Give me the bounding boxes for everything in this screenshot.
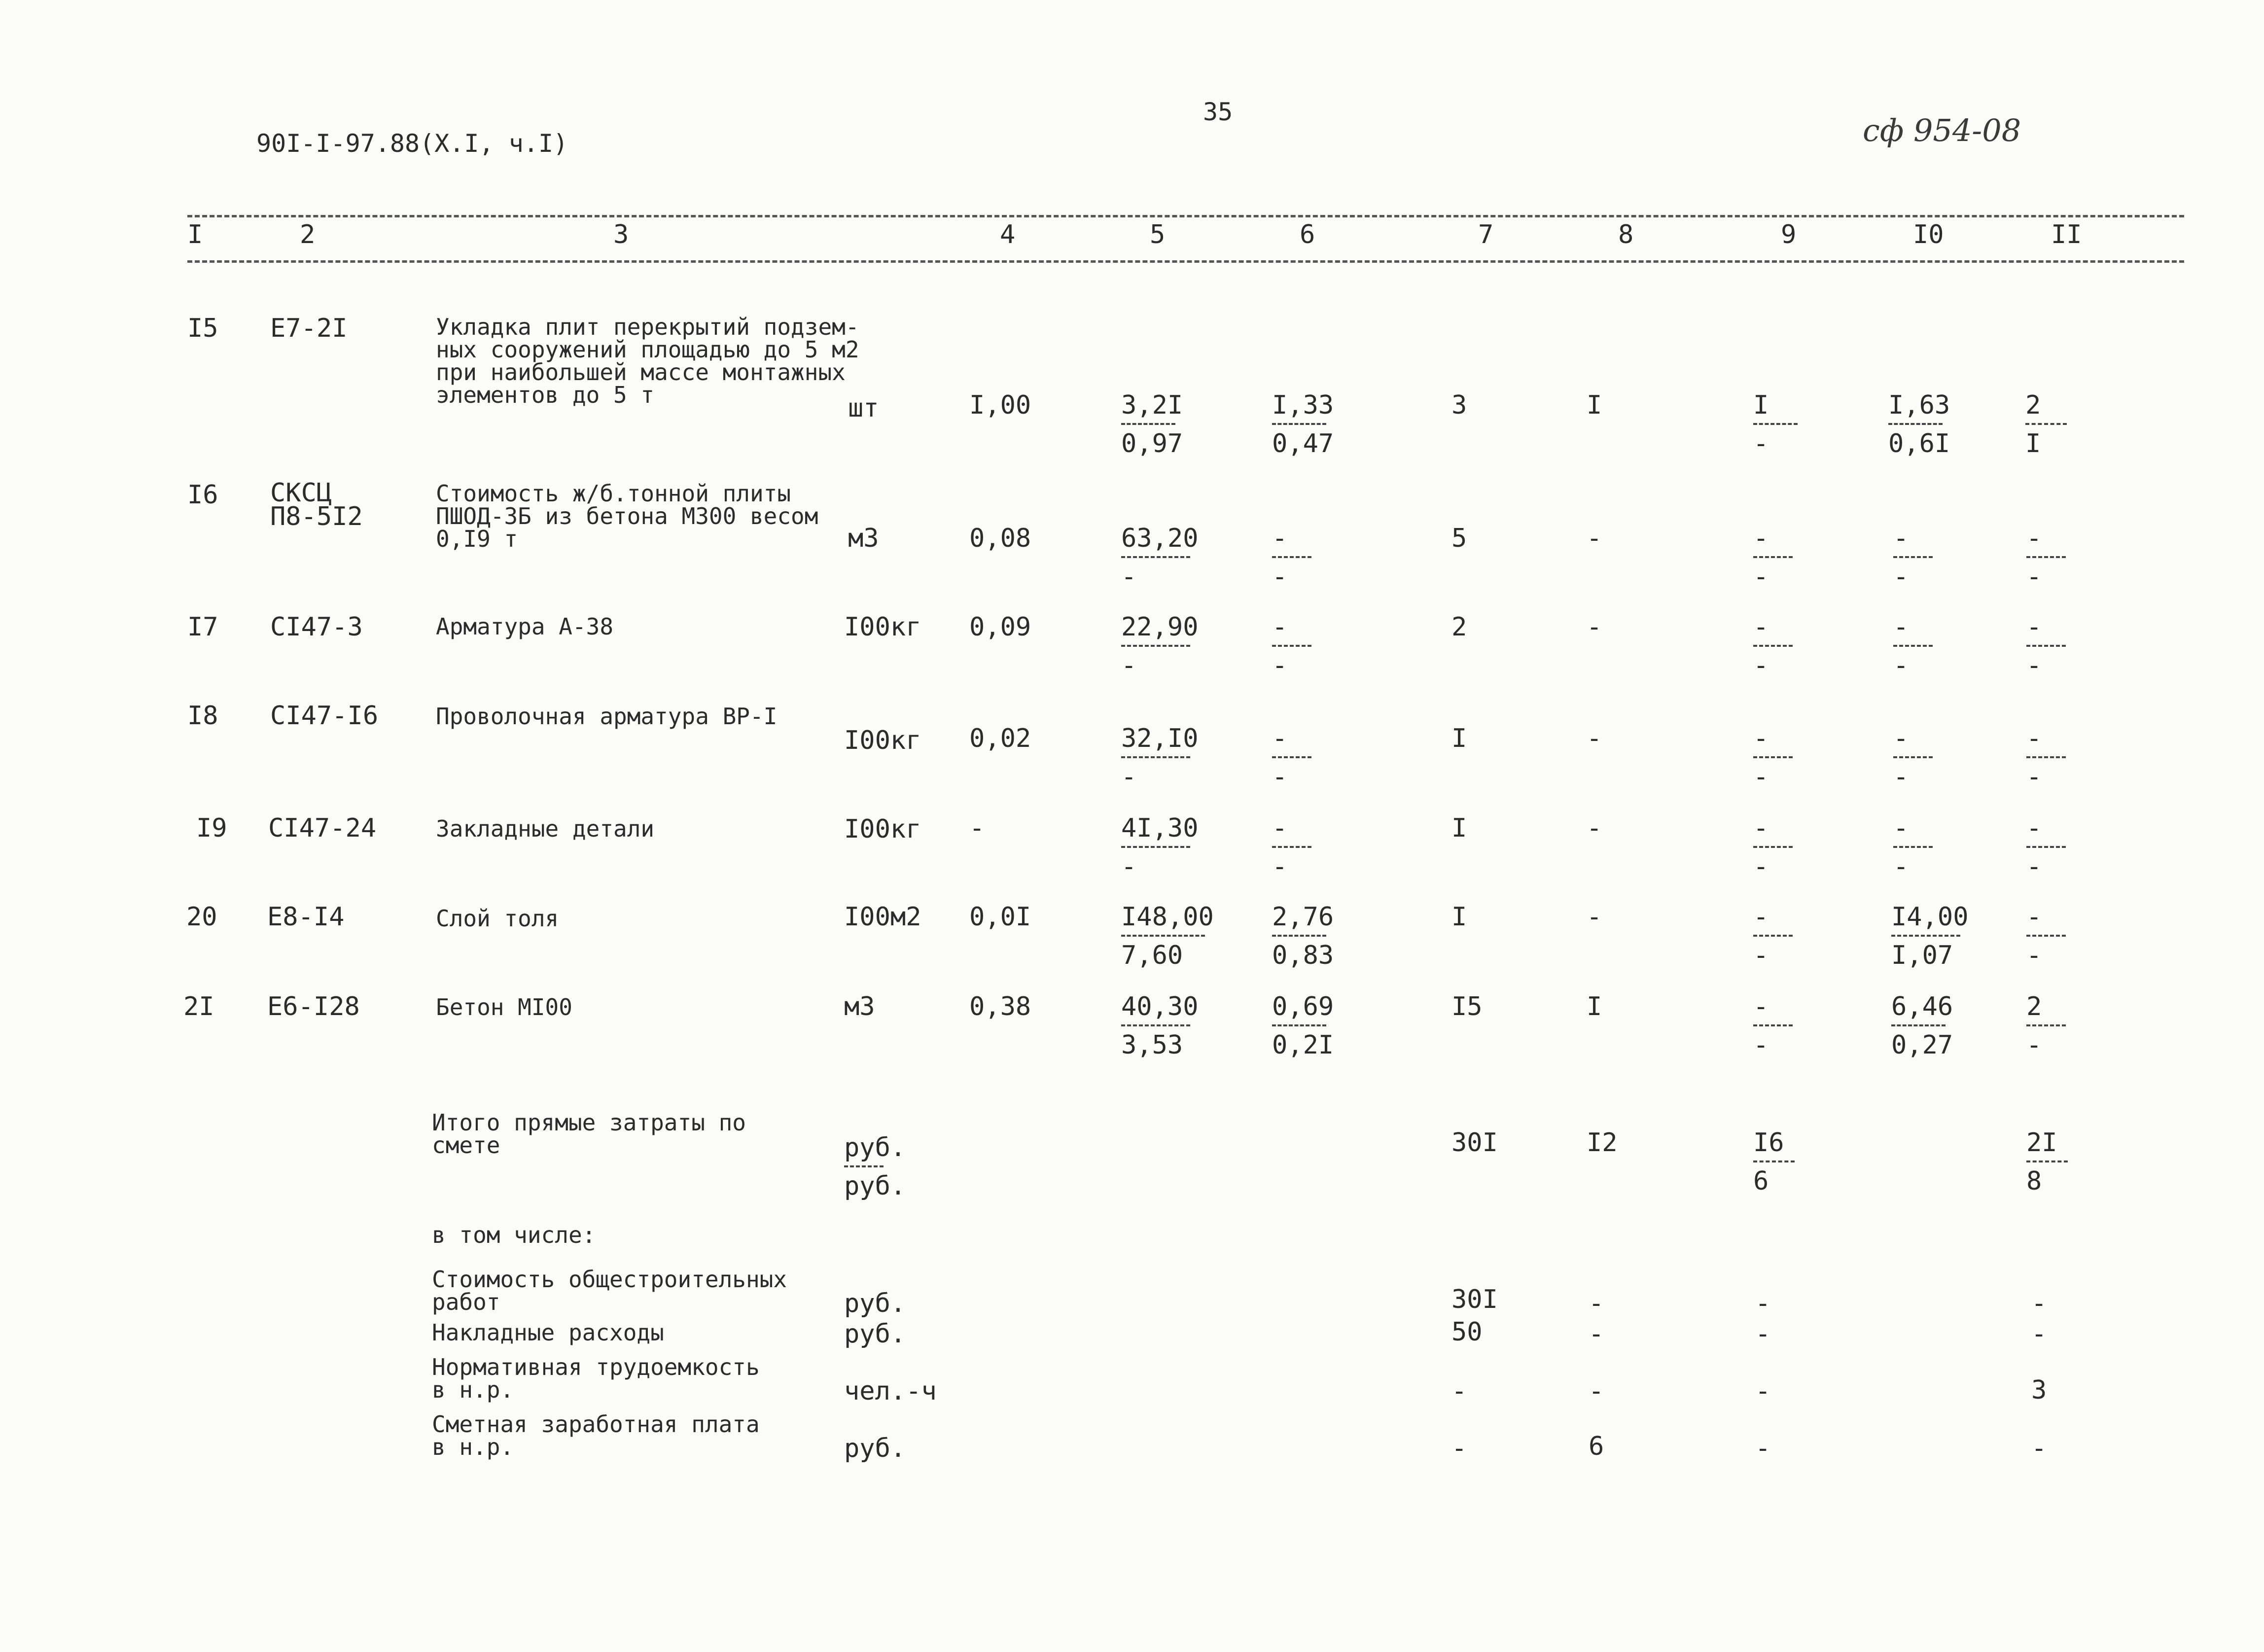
including-label: в том числе: — [432, 1222, 596, 1248]
frac-bottom: - — [2026, 562, 2042, 592]
fraction-col6 — [1272, 902, 1334, 970]
breakdown-unit: руб. — [844, 1434, 906, 1463]
frac-bar — [1272, 423, 1326, 425]
frac-bottom: - — [1753, 941, 1769, 970]
col-header-8: 8 — [1618, 220, 1634, 249]
row-quantity: 0,08 — [969, 524, 1031, 553]
frac-bar — [2026, 556, 2066, 558]
frac-bottom: - — [1753, 852, 1769, 881]
cell-col8: I — [1587, 390, 1602, 420]
breakdown-col11: - — [2031, 1289, 2047, 1318]
fraction-col5 — [1121, 612, 1199, 680]
breakdown-col7: - — [1451, 1434, 1467, 1463]
fraction-col6 — [1272, 726, 1311, 790]
frac-bar — [1753, 645, 1793, 647]
frac-bar — [1272, 846, 1311, 848]
frac-bottom: - — [1753, 651, 1769, 680]
row-number: I6 — [187, 480, 218, 510]
frac-bar — [1893, 756, 1933, 758]
row-description-line: Закладные детали — [436, 815, 655, 842]
frac-bottom: 0,27 — [1891, 1030, 1953, 1060]
totals-col8: I2 — [1587, 1128, 1618, 1158]
breakdown-col7: 50 — [1451, 1317, 1483, 1347]
cell-col8: - — [1587, 813, 1602, 843]
breakdown-description-line: Сметная заработная плата — [432, 1411, 760, 1438]
totals-unit — [844, 1133, 906, 1201]
row-number: 20 — [186, 902, 217, 932]
fraction-col9 — [1753, 392, 1798, 457]
frac-bar — [1893, 645, 1933, 647]
frac-bottom: - — [1753, 562, 1769, 592]
breakdown-unit: руб. — [844, 1289, 906, 1318]
frac-top: 0,69 — [1272, 992, 1334, 1021]
fraction-col10 — [1893, 526, 1933, 590]
totals-description-line: Итого прямые затраты по — [432, 1109, 746, 1136]
frac-bottom: - — [2026, 762, 2042, 792]
row-quantity: I,00 — [969, 390, 1031, 420]
fraction-col5 — [1121, 390, 1183, 458]
fraction-col11 — [2026, 726, 2066, 790]
breakdown-col9: - — [1755, 1319, 1771, 1349]
frac-top: - — [2026, 902, 2042, 932]
row-number: I5 — [187, 314, 218, 343]
row-description-line: ных сооружений площадью до 5 м2 — [436, 336, 859, 363]
frac-bar — [1753, 556, 1793, 558]
fraction-col9 — [1753, 726, 1793, 790]
breakdown-col8: - — [1589, 1376, 1604, 1406]
frac-bottom: - — [1121, 852, 1137, 881]
fraction-col9 — [1753, 904, 1793, 968]
frac-top: - — [1272, 813, 1288, 843]
frac-bottom: 0,6I — [1888, 429, 1950, 458]
fraction-col10 — [1888, 390, 1950, 458]
document-code: 90I-I-97.88(X.I, ч.I) — [256, 129, 568, 158]
frac-bar — [1753, 423, 1798, 425]
frac-bar — [2026, 1160, 2068, 1162]
breakdown-col9: - — [1755, 1289, 1771, 1318]
frac-top: - — [1893, 724, 1909, 753]
frac-bar — [1121, 756, 1190, 758]
frac-top: - — [1893, 813, 1909, 843]
fraction-col9 — [1753, 994, 1793, 1058]
frac-bottom: - — [2026, 1030, 2042, 1060]
fraction-col6 — [1272, 390, 1334, 458]
frac-bottom: 0,2I — [1272, 1030, 1334, 1060]
row-code: Е8-I4 — [267, 902, 345, 932]
row-number: I9 — [196, 813, 227, 843]
cell-col8: - — [1587, 524, 1602, 553]
row-description-line: Арматура А-38 — [436, 613, 614, 640]
frac-bottom: I,07 — [1891, 941, 1953, 970]
frac-bar — [1891, 1024, 1946, 1026]
frac-top: - — [1893, 524, 1909, 553]
fraction-col6 — [1272, 815, 1311, 879]
row-description-line: при наибольшей массе монтажных — [436, 359, 846, 386]
fraction-col10 — [1891, 902, 1969, 970]
frac-top: 22,90 — [1121, 612, 1199, 642]
col-header-5: 5 — [1150, 220, 1166, 249]
frac-bottom: - — [1893, 562, 1909, 592]
breakdown-unit: руб. — [844, 1319, 906, 1349]
frac-top: 3,2I — [1121, 390, 1183, 420]
frac-top: - — [1272, 612, 1288, 642]
row-description-line: Слой толя — [436, 905, 559, 932]
col-header-11: II — [2051, 220, 2082, 249]
breakdown-description-line: работ — [432, 1289, 500, 1315]
fraction-col5 — [1121, 992, 1199, 1060]
frac-bar — [1753, 1160, 1795, 1162]
frac-bottom: - — [2026, 852, 2042, 881]
row-unit: шт — [848, 393, 879, 423]
frac-bar — [1272, 756, 1311, 758]
cell-col8: I — [1587, 992, 1602, 1021]
row-code: СI47-24 — [268, 813, 377, 843]
fraction-col11 — [2025, 392, 2067, 457]
totals-description-line: смете — [432, 1132, 500, 1159]
fraction-col10 — [1893, 726, 1933, 790]
frac-bar — [1121, 556, 1190, 558]
fraction-col10 — [1891, 992, 1953, 1060]
fraction-col11 — [2026, 994, 2066, 1058]
frac-top: - — [1753, 902, 1769, 932]
fraction-col9 — [1753, 815, 1793, 879]
fraction-col11 — [2026, 526, 2066, 590]
frac-top: 6,46 — [1891, 992, 1953, 1021]
frac-bottom: - — [1272, 852, 1288, 881]
header-rule-bottom — [187, 260, 2184, 263]
cell-col7: I — [1451, 902, 1467, 932]
row-description-line: Проволочная арматура ВР-I — [436, 703, 778, 730]
frac-top: - — [1272, 524, 1288, 553]
breakdown-col11: - — [2031, 1434, 2047, 1463]
frac-top: - — [1753, 992, 1769, 1021]
frac-bottom: 3,53 — [1121, 1030, 1183, 1060]
row-quantity: 0,02 — [969, 724, 1031, 753]
row-description-line: Бетон МI00 — [436, 994, 572, 1020]
totals-col9 — [1753, 1130, 1795, 1194]
frac-top: - — [2026, 724, 2042, 753]
cell-col7: I — [1451, 724, 1467, 753]
frac-bottom: 0,83 — [1272, 941, 1334, 970]
frac-top: - — [2026, 612, 2042, 642]
fraction-col6 — [1272, 526, 1311, 590]
frac-bottom: - — [1893, 651, 1909, 680]
frac-bar — [2025, 423, 2067, 425]
col-header-6: 6 — [1300, 220, 1315, 249]
frac-bar — [1121, 645, 1190, 647]
row-description-line: 0,I9 т — [436, 526, 518, 552]
row-code: Е6-I28 — [267, 992, 360, 1021]
breakdown-col8: - — [1589, 1319, 1604, 1349]
cell-col7: 2 — [1451, 612, 1467, 642]
frac-top: - — [1753, 612, 1769, 642]
breakdown-col11: - — [2031, 1319, 2047, 1349]
frac-bottom: - — [1272, 762, 1288, 792]
frac-top: I48,00 — [1121, 902, 1214, 932]
frac-top: I6 — [1753, 1128, 1784, 1158]
totals-col7: 30I — [1451, 1128, 1498, 1158]
frac-bar — [1121, 935, 1205, 937]
frac-top: 2 — [2026, 992, 2042, 1021]
frac-bottom: - — [1893, 762, 1909, 792]
row-quantity: 0,0I — [969, 902, 1031, 932]
frac-bar — [1893, 556, 1933, 558]
frac-bottom: руб. — [844, 1171, 906, 1201]
row-number: 2I — [183, 992, 214, 1021]
frac-top: - — [1753, 813, 1769, 843]
fraction-col6 — [1272, 614, 1311, 678]
frac-bar — [1753, 1024, 1793, 1026]
fraction-col9 — [1753, 526, 1793, 590]
frac-bar — [2026, 645, 2066, 647]
fraction-col5 — [1121, 724, 1199, 792]
row-unit: I00кг — [844, 726, 921, 755]
row-number: I7 — [187, 612, 218, 642]
frac-bar — [2026, 846, 2066, 848]
fraction-col5 — [1121, 902, 1214, 970]
cell-col8: - — [1587, 902, 1602, 932]
frac-bar — [1272, 645, 1311, 647]
row-code-line2: П8-5I2 — [270, 502, 363, 531]
frac-bar — [1753, 756, 1793, 758]
frac-bottom: - — [1121, 651, 1137, 680]
frac-bottom: I — [2025, 429, 2041, 458]
frac-bottom: - — [1121, 762, 1137, 792]
row-description-line: Стоимость ж/б.тонной плиты — [436, 480, 791, 507]
breakdown-col8: - — [1589, 1289, 1604, 1318]
frac-top: - — [1753, 524, 1769, 553]
frac-bottom: - — [1753, 429, 1769, 458]
row-description-line: ПШОД-3Б из бетона М300 весом — [436, 503, 818, 529]
breakdown-unit: чел.-ч — [844, 1376, 937, 1406]
cell-col7: 3 — [1451, 390, 1467, 420]
cell-col8: - — [1587, 612, 1602, 642]
frac-bottom: 8 — [2026, 1166, 2042, 1196]
frac-bottom: 0,97 — [1121, 429, 1183, 458]
frac-bar — [1272, 556, 1311, 558]
breakdown-col9: - — [1755, 1376, 1771, 1406]
fraction-col6 — [1272, 992, 1334, 1060]
frac-bar — [1891, 935, 1960, 937]
frac-top: 40,30 — [1121, 992, 1199, 1021]
frac-top: - — [1893, 612, 1909, 642]
fraction-col5 — [1121, 813, 1199, 881]
frac-bar — [2026, 935, 2066, 937]
fraction-col5 — [1121, 524, 1199, 592]
frac-bottom: - — [1893, 852, 1909, 881]
frac-bar — [2026, 1024, 2066, 1026]
document-cipher: сф 954-08 — [1863, 112, 2021, 148]
frac-top: 2I — [2026, 1128, 2057, 1158]
frac-top: 63,20 — [1121, 524, 1199, 553]
frac-bar — [2026, 756, 2066, 758]
fraction-col9 — [1753, 614, 1793, 678]
col-header-2: 2 — [300, 220, 316, 249]
breakdown-col9: - — [1755, 1434, 1771, 1463]
col-header-3: 3 — [613, 220, 629, 249]
row-unit: м3 — [844, 992, 875, 1021]
row-code: СI47-3 — [270, 612, 363, 642]
row-unit: м3 — [848, 524, 879, 553]
breakdown-description-line: Нормативная трудоемкость — [432, 1354, 760, 1380]
frac-bar — [1888, 423, 1943, 425]
fraction-col11 — [2026, 904, 2066, 968]
frac-bar — [1893, 846, 1933, 848]
fraction-col11 — [2026, 815, 2066, 879]
row-description-line: элементов до 5 т — [436, 382, 655, 408]
row-quantity: 0,09 — [969, 612, 1031, 642]
cell-col8: - — [1587, 724, 1602, 753]
frac-bar — [1272, 1024, 1326, 1026]
frac-top: I,63 — [1888, 390, 1950, 420]
fraction-col10 — [1893, 614, 1933, 678]
frac-top: 4I,30 — [1121, 813, 1199, 843]
frac-top: I,33 — [1272, 390, 1334, 420]
frac-top: 32,I0 — [1121, 724, 1199, 753]
breakdown-col8: 6 — [1589, 1432, 1604, 1461]
breakdown-description-line: Накладные расходы — [432, 1319, 664, 1346]
page-number: 35 — [1203, 98, 1233, 126]
row-code: Е7-2I — [270, 314, 348, 343]
frac-top: - — [2026, 813, 2042, 843]
row-unit: I00м2 — [844, 902, 921, 932]
cell-col7: 5 — [1451, 524, 1467, 553]
cell-col7: I — [1451, 813, 1467, 843]
row-unit: I00кг — [844, 814, 921, 844]
frac-top: - — [2026, 524, 2042, 553]
row-code: СКСЦ — [270, 478, 332, 508]
frac-bottom: - — [2026, 651, 2042, 680]
breakdown-col11: 3 — [2031, 1375, 2047, 1405]
frac-bottom: - — [1121, 562, 1137, 592]
breakdown-description-line: в н.р. — [432, 1434, 514, 1460]
frac-bottom: - — [1753, 1030, 1769, 1060]
col-header-9: 9 — [1781, 220, 1797, 249]
breakdown-col7: - — [1451, 1376, 1467, 1406]
frac-bottom: 0,47 — [1272, 429, 1334, 458]
cell-col7: I5 — [1451, 992, 1483, 1021]
frac-bottom: 7,60 — [1121, 941, 1183, 970]
frac-top: I — [1753, 390, 1769, 420]
header-rule-top — [187, 215, 2184, 217]
fraction-col10 — [1893, 815, 1933, 879]
col-header-1: I — [187, 220, 203, 249]
frac-bar — [1121, 846, 1190, 848]
frac-bar — [1121, 423, 1175, 425]
row-description-line: Укладка плит перекрытий подзем- — [436, 314, 859, 340]
frac-top: I4,00 — [1891, 902, 1969, 932]
frac-top: руб. — [844, 1133, 906, 1162]
frac-top: 2 — [2025, 390, 2041, 420]
totals-col11 — [2026, 1130, 2068, 1194]
frac-top: - — [1753, 724, 1769, 753]
col-header-7: 7 — [1478, 220, 1494, 249]
col-header-4: 4 — [1000, 220, 1016, 249]
row-quantity: - — [969, 813, 985, 843]
breakdown-description-line: в н.р. — [432, 1376, 514, 1403]
row-code: СI47-I6 — [270, 701, 379, 731]
col-header-10: I0 — [1913, 220, 1944, 249]
frac-top: 2,76 — [1272, 902, 1334, 932]
frac-bar — [844, 1165, 884, 1167]
frac-bottom: - — [1272, 562, 1288, 592]
frac-top: - — [1272, 724, 1288, 753]
row-quantity: 0,38 — [969, 992, 1031, 1021]
frac-bottom: 6 — [1753, 1166, 1769, 1196]
row-unit: I00кг — [844, 612, 921, 642]
frac-bottom: - — [1272, 651, 1288, 680]
row-number: I8 — [187, 701, 218, 731]
breakdown-description-line: Стоимость общестроительных — [432, 1266, 787, 1293]
frac-bottom: - — [1753, 762, 1769, 792]
frac-bar — [1121, 1024, 1190, 1026]
frac-bar — [1272, 935, 1326, 937]
breakdown-col7: 30I — [1451, 1285, 1498, 1314]
frac-bar — [1753, 935, 1793, 937]
frac-bottom: - — [2026, 941, 2042, 970]
frac-bar — [1753, 846, 1793, 848]
fraction-col11 — [2026, 614, 2066, 678]
